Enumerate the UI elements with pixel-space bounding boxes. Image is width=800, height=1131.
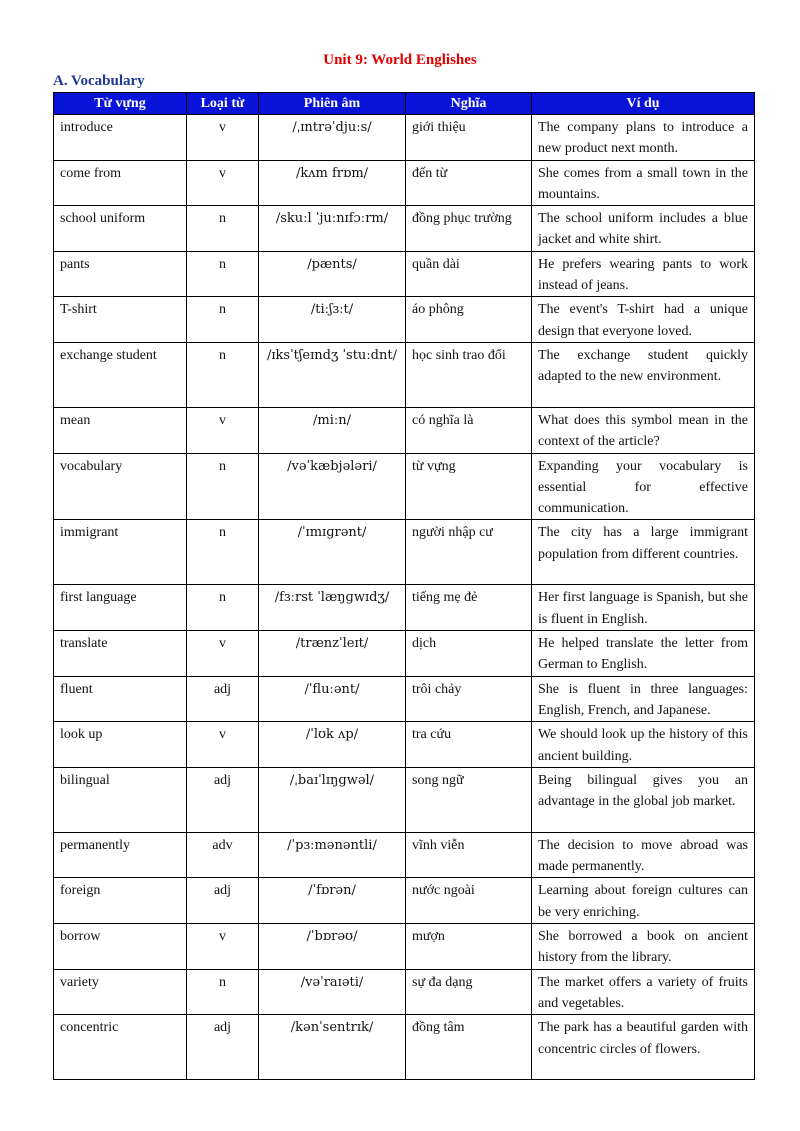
section-title: A. Vocabulary: [53, 73, 145, 89]
cell-type: n: [187, 251, 259, 297]
table-row: [54, 832, 755, 878]
cell-type: adj: [187, 767, 259, 832]
cell-meaning: mượn: [406, 924, 532, 970]
table-row: [54, 520, 755, 585]
cell-example: Her first language is Spanish, but she is fluent in English.: [532, 585, 755, 631]
cell-word: concentric: [54, 1015, 187, 1080]
cell-ipa: /ˈɪmɪɡrənt/: [259, 520, 406, 585]
table-row: [54, 453, 755, 520]
cell-example: The city has a large immigrant population from different countries.: [532, 520, 755, 585]
cell-word: permanently: [54, 832, 187, 878]
cell-type: v: [187, 115, 259, 161]
cell-type: n: [187, 585, 259, 631]
cell-meaning: đồng tâm: [406, 1015, 532, 1080]
cell-example: The market offers a variety of fruits and vegetables.: [532, 969, 755, 1015]
cell-type: v: [187, 924, 259, 970]
cell-type: v: [187, 722, 259, 768]
cell-meaning: giới thiệu: [406, 115, 532, 161]
cell-ipa: /ˈfluːənt/: [259, 676, 406, 722]
cell-example: He prefers wearing pants to work instead of jeans.: [532, 251, 755, 297]
cell-type: v: [187, 160, 259, 206]
table-row: [54, 1015, 755, 1080]
cell-meaning: quần dài: [406, 251, 532, 297]
cell-example: The event's T-shirt had a unique design that everyone loved.: [532, 297, 755, 343]
cell-ipa: /ˈpɜːmənəntli/: [259, 832, 406, 878]
cell-word: introduce: [54, 115, 187, 161]
table-row: [54, 631, 755, 677]
cell-ipa: /ɪksˈtʃeɪndʒ ˈstuːdnt/: [259, 342, 406, 407]
cell-example: The company plans to introduce a new product next month.: [532, 115, 755, 161]
cell-type: n: [187, 206, 259, 252]
table-row: [54, 676, 755, 722]
cell-meaning: trôi chảy: [406, 676, 532, 722]
table-row: [54, 767, 755, 832]
cell-type: v: [187, 407, 259, 453]
cell-word: vocabulary: [54, 453, 187, 520]
table-row: [54, 585, 755, 631]
cell-word: come from: [54, 160, 187, 206]
cell-ipa: /ˌɪntrəˈdjuːs/: [259, 115, 406, 161]
cell-word: foreign: [54, 878, 187, 924]
cell-ipa: /kʌm frɒm/: [259, 160, 406, 206]
cell-word: borrow: [54, 924, 187, 970]
cell-type: n: [187, 453, 259, 520]
cell-meaning: học sinh trao đổi: [406, 342, 532, 407]
table-header-row: [54, 93, 755, 115]
cell-example: She comes from a small town in the mountains.: [532, 160, 755, 206]
table-row: [54, 722, 755, 768]
cell-meaning: đến từ: [406, 160, 532, 206]
cell-ipa: /tiːʃɜːt/: [259, 297, 406, 343]
cell-ipa: /ˌbaɪˈlɪŋɡwəl/: [259, 767, 406, 832]
header-word: Từ vựng: [54, 93, 187, 115]
table-row: [54, 342, 755, 407]
cell-meaning: song ngữ: [406, 767, 532, 832]
cell-meaning: tiếng mẹ đẻ: [406, 585, 532, 631]
cell-type: v: [187, 631, 259, 677]
header-example: Ví dụ: [532, 93, 755, 115]
cell-example: He helped translate the letter from German to English.: [532, 631, 755, 677]
cell-ipa: /pænts/: [259, 251, 406, 297]
cell-type: adj: [187, 676, 259, 722]
cell-example: Expanding your vocabulary is essential for effective communication.: [532, 453, 755, 520]
cell-word: fluent: [54, 676, 187, 722]
cell-meaning: nước ngoài: [406, 878, 532, 924]
cell-ipa: /ˈfɒrən/: [259, 878, 406, 924]
table-row: [54, 969, 755, 1015]
cell-example: She is fluent in three languages: English, French, and Japanese.: [532, 676, 755, 722]
cell-example: The exchange student quickly adapted to the new environment.: [532, 342, 755, 407]
cell-ipa: /ˈbɒrəʊ/: [259, 924, 406, 970]
cell-ipa: /ˈlʊk ʌp/: [259, 722, 406, 768]
cell-ipa: /trænzˈleɪt/: [259, 631, 406, 677]
cell-word: look up: [54, 722, 187, 768]
table-row: [54, 160, 755, 206]
cell-type: adj: [187, 878, 259, 924]
cell-meaning: áo phông: [406, 297, 532, 343]
cell-word: translate: [54, 631, 187, 677]
vocabulary-table: [53, 92, 755, 1080]
cell-type: n: [187, 520, 259, 585]
header-meaning: Nghĩa: [406, 93, 532, 115]
cell-word: pants: [54, 251, 187, 297]
cell-word: first language: [54, 585, 187, 631]
cell-example: Being bilingual gives you an advantage in the global job market.: [532, 767, 755, 832]
cell-type: adj: [187, 1015, 259, 1080]
table-row: [54, 251, 755, 297]
table-row: [54, 115, 755, 161]
table-row: [54, 297, 755, 343]
cell-type: n: [187, 297, 259, 343]
cell-meaning: tra cứu: [406, 722, 532, 768]
header-type: Loại từ: [187, 93, 259, 115]
cell-example: Learning about foreign cultures can be very enriching.: [532, 878, 755, 924]
cell-word: bilingual: [54, 767, 187, 832]
table-row: [54, 878, 755, 924]
cell-meaning: có nghĩa là: [406, 407, 532, 453]
cell-ipa: /vəˈkæbjələri/: [259, 453, 406, 520]
cell-meaning: từ vựng: [406, 453, 532, 520]
cell-type: adv: [187, 832, 259, 878]
cell-word: variety: [54, 969, 187, 1015]
cell-meaning: dịch: [406, 631, 532, 677]
cell-ipa: /kənˈsentrɪk/: [259, 1015, 406, 1080]
cell-word: T-shirt: [54, 297, 187, 343]
cell-word: mean: [54, 407, 187, 453]
unit-title: Unit 9: World Englishes: [323, 52, 477, 68]
cell-ipa: /miːn/: [259, 407, 406, 453]
cell-example: The decision to move abroad was made permanently.: [532, 832, 755, 878]
table-row: [54, 924, 755, 970]
cell-word: immigrant: [54, 520, 187, 585]
cell-example: The park has a beautiful garden with concentric circles of flowers.: [532, 1015, 755, 1080]
cell-ipa: /skuːl ˈjuːnɪfɔːrm/: [259, 206, 406, 252]
cell-word: exchange student: [54, 342, 187, 407]
cell-meaning: vĩnh viễn: [406, 832, 532, 878]
cell-meaning: sự đa dạng: [406, 969, 532, 1015]
cell-example: She borrowed a book on ancient history from the library.: [532, 924, 755, 970]
cell-type: n: [187, 969, 259, 1015]
table-row: [54, 407, 755, 453]
cell-type: n: [187, 342, 259, 407]
cell-example: We should look up the history of this ancient building.: [532, 722, 755, 768]
header-ipa: Phiên âm: [259, 93, 406, 115]
table-row: [54, 206, 755, 252]
cell-example: The school uniform includes a blue jacket and white shirt.: [532, 206, 755, 252]
cell-meaning: đồng phục trường: [406, 206, 532, 252]
cell-ipa: /vəˈraɪəti/: [259, 969, 406, 1015]
cell-word: school uniform: [54, 206, 187, 252]
cell-meaning: người nhập cư: [406, 520, 532, 585]
cell-ipa: /fɜːrst ˈlæŋɡwɪdʒ/: [259, 585, 406, 631]
cell-example: What does this symbol mean in the context of the article?: [532, 407, 755, 453]
